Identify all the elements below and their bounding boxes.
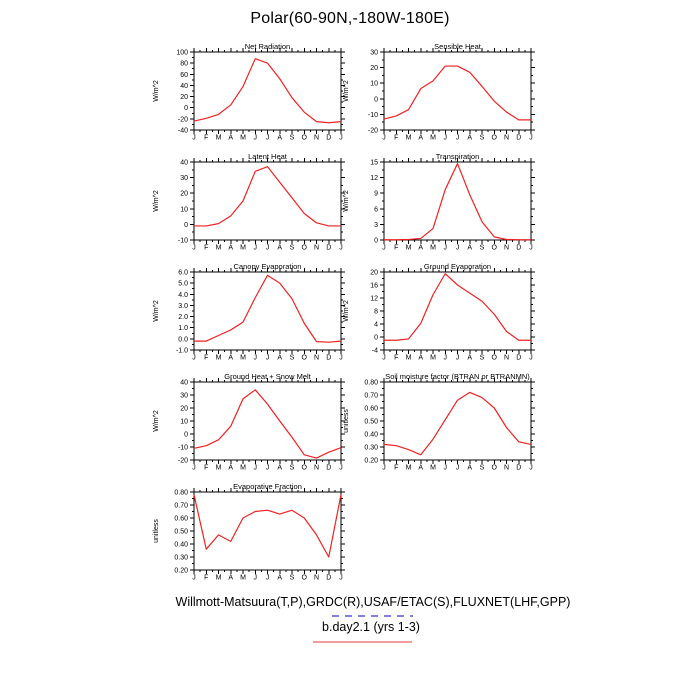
x-tick-label: O (301, 574, 307, 582)
x-tick-label: J (339, 464, 343, 472)
x-tick-label: M (430, 244, 436, 252)
x-tick-label: S (289, 464, 295, 472)
y-tick-label: 9 (374, 190, 378, 198)
x-tick-label: M (215, 354, 222, 362)
x-tick-label: J (529, 134, 533, 142)
x-tick-label: J (529, 464, 533, 472)
x-tick-label: A (418, 134, 424, 142)
y-tick-label: 0.70 (364, 392, 378, 400)
x-tick-label: F (204, 244, 209, 252)
chart-title: Ground Evaporation (423, 262, 492, 271)
x-tick-label: A (418, 354, 424, 362)
data-line (194, 167, 341, 226)
x-tick-label: M (215, 574, 222, 582)
x-tick-label: J (382, 354, 386, 362)
y-axis-label: W/m^2 (343, 300, 350, 322)
x-tick-label: S (479, 244, 485, 252)
x-tick-label: J (339, 574, 343, 582)
y-tick-label: 20 (180, 190, 188, 198)
y-tick-label: 0.60 (174, 515, 188, 523)
data-line (384, 392, 531, 454)
x-tick-label: J (382, 464, 386, 472)
y-tick-label: 0 (184, 431, 188, 439)
x-tick-label: F (394, 354, 399, 362)
y-tick-label: 100 (176, 49, 188, 57)
x-tick-label: N (313, 134, 320, 142)
y-tick-label: 0.80 (364, 379, 378, 387)
y-axis-label: W/m^2 (153, 300, 160, 322)
chart-net-radiation (149, 42, 359, 150)
x-tick-label: S (289, 354, 295, 362)
y-axis-label: W/m^2 (343, 80, 350, 102)
x-tick-label: F (204, 354, 209, 362)
footer-case-line: b.day2.1 (yrs 1-3) (322, 620, 420, 634)
x-tick-label: M (240, 244, 246, 252)
x-tick-label: M (405, 354, 412, 362)
y-tick-label: 16 (370, 282, 378, 290)
y-tick-label: 0.20 (174, 567, 188, 575)
y-tick-label: 6 (374, 206, 378, 214)
chart-sensible-heat (339, 42, 549, 150)
x-tick-label: J (455, 244, 460, 252)
x-tick-label: J (382, 244, 386, 252)
x-tick-label: D (516, 244, 522, 252)
x-tick-label: J (443, 464, 447, 472)
y-tick-label: 0 (184, 105, 188, 113)
y-tick-label: 12 (370, 175, 378, 183)
y-axis-label: W/m^2 (153, 410, 160, 432)
chart-transpiration (339, 152, 549, 260)
chart-ground-heat-snow-melt (149, 372, 359, 480)
x-tick-label: A (277, 574, 283, 582)
y-tick-label: 20 (180, 94, 188, 102)
x-tick-label: A (228, 244, 234, 252)
y-tick-label: 40 (180, 379, 188, 387)
plot-frame (194, 272, 341, 350)
data-line (384, 66, 531, 120)
chart-title: Evaporative Fraction (233, 482, 302, 491)
x-tick-label: A (228, 354, 234, 362)
y-tick-label: 0.0 (178, 336, 188, 344)
x-tick-label: O (491, 354, 497, 362)
x-tick-label: J (455, 134, 460, 142)
plot-frame (194, 162, 341, 240)
data-line (384, 274, 531, 341)
x-tick-label: A (467, 464, 473, 472)
chart-svg-soil-moisture-factor-btran-or-btranmn (339, 372, 549, 480)
plot-frame (384, 52, 531, 130)
x-tick-label: J (192, 244, 196, 252)
y-axis-label: unitless (153, 519, 160, 543)
y-tick-label: 12 (370, 295, 378, 303)
chart-title: Latent Heat (248, 152, 287, 161)
y-tick-label: -40 (177, 127, 188, 135)
x-tick-label: S (479, 354, 485, 362)
x-tick-label: J (443, 244, 447, 252)
y-tick-label: 30 (370, 49, 378, 57)
y-tick-label: 20 (370, 269, 378, 277)
x-tick-label: O (491, 244, 497, 252)
chart-title: Canopy Evaporation (233, 262, 302, 271)
x-tick-label: N (313, 574, 320, 582)
y-tick-label: 40 (180, 82, 188, 90)
chart-title: Sensible Heat (434, 42, 481, 51)
y-tick-label: 0.20 (364, 457, 378, 465)
x-tick-label: A (228, 574, 234, 582)
x-tick-label: S (479, 134, 485, 142)
x-tick-label: O (301, 134, 307, 142)
chart-ground-evaporation (339, 262, 549, 370)
chart-svg-ground-heat-snow-melt (149, 372, 359, 480)
y-tick-label: 0 (374, 96, 378, 104)
data-line (194, 495, 341, 557)
x-tick-label: M (405, 134, 412, 142)
x-tick-label: S (289, 134, 295, 142)
y-tick-label: 0 (374, 237, 378, 245)
x-tick-label: M (215, 244, 222, 252)
chart-title: Net Radiation (244, 42, 291, 51)
x-tick-label: M (430, 354, 436, 362)
y-tick-label: 40 (180, 159, 188, 167)
y-axis-label: W/m^2 (153, 190, 160, 212)
chart-canopy-evaporation (149, 262, 359, 370)
x-tick-label: F (394, 244, 399, 252)
x-tick-label: J (265, 134, 270, 142)
y-tick-label: 4.0 (178, 291, 188, 299)
footer-source-line: Willmott-Matsuura(T,P),GRDC(R),USAF/ETAC(S),FLUXNET(LHF,GPP) (175, 595, 571, 609)
x-tick-label: J (443, 354, 447, 362)
y-tick-label: 30 (180, 392, 188, 400)
x-tick-label: N (313, 354, 320, 362)
x-tick-label: S (289, 244, 295, 252)
x-tick-label: O (491, 134, 497, 142)
x-tick-label: J (339, 134, 343, 142)
x-tick-label: O (301, 464, 307, 472)
y-tick-label: 10 (180, 418, 188, 426)
x-tick-label: A (228, 134, 234, 142)
y-tick-label: 0.40 (364, 431, 378, 439)
x-tick-label: N (313, 464, 320, 472)
x-tick-label: N (503, 244, 510, 252)
x-tick-label: D (516, 134, 522, 142)
y-tick-label: 0 (184, 221, 188, 229)
case-legend-solid-line (313, 641, 412, 643)
y-tick-label: 0.80 (174, 489, 188, 497)
data-line (194, 390, 341, 458)
x-tick-label: J (192, 354, 196, 362)
x-tick-label: J (265, 354, 270, 362)
chart-latent-heat (149, 152, 359, 260)
y-tick-label: -10 (177, 237, 188, 245)
x-tick-label: M (430, 464, 436, 472)
x-tick-label: O (301, 244, 307, 252)
x-tick-label: F (394, 134, 399, 142)
chart-svg-sensible-heat (339, 42, 549, 150)
y-tick-label: 10 (180, 206, 188, 214)
x-tick-label: N (503, 464, 510, 472)
chart-svg-transpiration (339, 152, 549, 260)
x-tick-label: F (394, 464, 399, 472)
x-tick-label: J (192, 134, 196, 142)
x-tick-label: N (503, 134, 510, 142)
x-tick-label: D (326, 134, 332, 142)
x-tick-label: J (339, 244, 343, 252)
x-tick-label: M (240, 574, 246, 582)
y-tick-label: -1.0 (175, 347, 188, 355)
x-tick-label: F (204, 464, 209, 472)
x-tick-label: J (253, 244, 257, 252)
y-tick-label: -4 (371, 347, 378, 355)
x-tick-label: A (277, 244, 283, 252)
x-tick-label: A (418, 464, 424, 472)
y-tick-label: 6.0 (178, 269, 188, 277)
y-tick-label: 3 (374, 221, 378, 229)
x-tick-label: A (228, 464, 234, 472)
x-tick-label: J (253, 574, 257, 582)
x-tick-label: D (326, 464, 332, 472)
chart-svg-latent-heat (149, 152, 359, 260)
y-tick-label: 60 (180, 71, 188, 79)
x-tick-label: J (192, 574, 196, 582)
x-tick-label: A (418, 244, 424, 252)
x-tick-label: J (443, 134, 447, 142)
x-tick-label: J (265, 574, 270, 582)
y-tick-label: -10 (367, 111, 378, 119)
page-title: Polar(60-90N,-180W-180E) (250, 10, 450, 27)
y-tick-label: -20 (367, 127, 378, 135)
y-tick-label: 0.30 (364, 444, 378, 452)
y-tick-label: 0.60 (364, 405, 378, 413)
x-tick-label: O (301, 354, 307, 362)
x-tick-label: O (491, 464, 497, 472)
x-tick-label: M (405, 244, 412, 252)
y-tick-label: 0.40 (174, 541, 188, 549)
plot-frame (194, 492, 341, 570)
chart-title: Ground Heat + Snow Melt (224, 372, 311, 381)
x-tick-label: N (313, 244, 320, 252)
y-tick-label: 80 (180, 60, 188, 68)
x-tick-label: D (516, 354, 522, 362)
x-tick-label: J (339, 354, 343, 362)
x-tick-label: D (326, 574, 332, 582)
y-tick-label: 0.70 (174, 502, 188, 510)
y-tick-label: 4 (374, 321, 378, 329)
y-tick-label: 0 (374, 334, 378, 342)
y-tick-label: -20 (177, 116, 188, 124)
chart-svg-ground-evaporation (339, 262, 549, 370)
chart-title: Transpiration (435, 152, 480, 161)
plot-frame (384, 162, 531, 240)
x-tick-label: A (467, 134, 473, 142)
chart-soil-moisture-factor-btran-or-btranmn (339, 372, 549, 480)
plot-frame (384, 272, 531, 350)
x-tick-label: M (240, 354, 246, 362)
chart-svg-net-radiation (149, 42, 359, 150)
y-tick-label: -10 (177, 444, 188, 452)
x-tick-label: A (467, 244, 473, 252)
chart-svg-evaporative-fraction (149, 482, 359, 590)
x-tick-label: M (430, 134, 436, 142)
y-tick-label: 0.50 (364, 418, 378, 426)
x-tick-label: J (455, 464, 460, 472)
y-tick-label: 30 (180, 175, 188, 183)
y-tick-label: 5.0 (178, 280, 188, 288)
y-tick-label: 20 (370, 65, 378, 73)
y-tick-label: 1.0 (178, 325, 188, 333)
data-line (384, 164, 531, 240)
x-tick-label: J (382, 134, 386, 142)
x-tick-label: M (405, 464, 412, 472)
x-tick-label: J (253, 134, 257, 142)
y-tick-label: 15 (370, 159, 378, 167)
x-tick-label: N (503, 354, 510, 362)
data-line (194, 275, 341, 342)
y-tick-label: 20 (180, 405, 188, 413)
chart-evaporative-fraction (149, 482, 359, 590)
y-axis-label: W/m^2 (153, 80, 160, 102)
chart-title: Soil moisture factor (BTRAN or BTRANMN) (385, 372, 530, 381)
y-tick-label: 8 (374, 308, 378, 316)
x-tick-label: D (516, 464, 522, 472)
x-tick-label: J (455, 354, 460, 362)
x-tick-label: M (215, 464, 222, 472)
x-tick-label: A (277, 134, 283, 142)
x-tick-label: M (240, 134, 246, 142)
x-tick-label: A (277, 464, 283, 472)
obs-legend-dashed-line (332, 615, 413, 617)
x-tick-label: M (240, 464, 246, 472)
x-tick-label: J (529, 354, 533, 362)
y-axis-label: W/m^2 (343, 190, 350, 212)
x-tick-label: J (253, 354, 257, 362)
x-tick-label: D (326, 244, 332, 252)
x-tick-label: M (215, 134, 222, 142)
y-tick-label: -20 (177, 457, 188, 465)
plot-frame (194, 382, 341, 460)
y-tick-label: 3.0 (178, 302, 188, 310)
x-tick-label: J (192, 464, 196, 472)
x-tick-label: J (265, 464, 270, 472)
x-tick-label: A (277, 354, 283, 362)
x-tick-label: D (326, 354, 332, 362)
chart-svg-canopy-evaporation (149, 262, 359, 370)
y-tick-label: 10 (370, 80, 378, 88)
y-axis-label: unitless (343, 409, 350, 433)
x-tick-label: F (204, 574, 209, 582)
x-tick-label: J (253, 464, 257, 472)
x-tick-label: J (529, 244, 533, 252)
y-tick-label: 2.0 (178, 314, 188, 322)
x-tick-label: S (479, 464, 485, 472)
y-tick-label: 0.50 (174, 528, 188, 536)
x-tick-label: A (467, 354, 473, 362)
x-tick-label: J (265, 244, 270, 252)
y-tick-label: 0.30 (174, 554, 188, 562)
data-line (194, 59, 341, 123)
x-tick-label: S (289, 574, 295, 582)
x-tick-label: F (204, 134, 209, 142)
